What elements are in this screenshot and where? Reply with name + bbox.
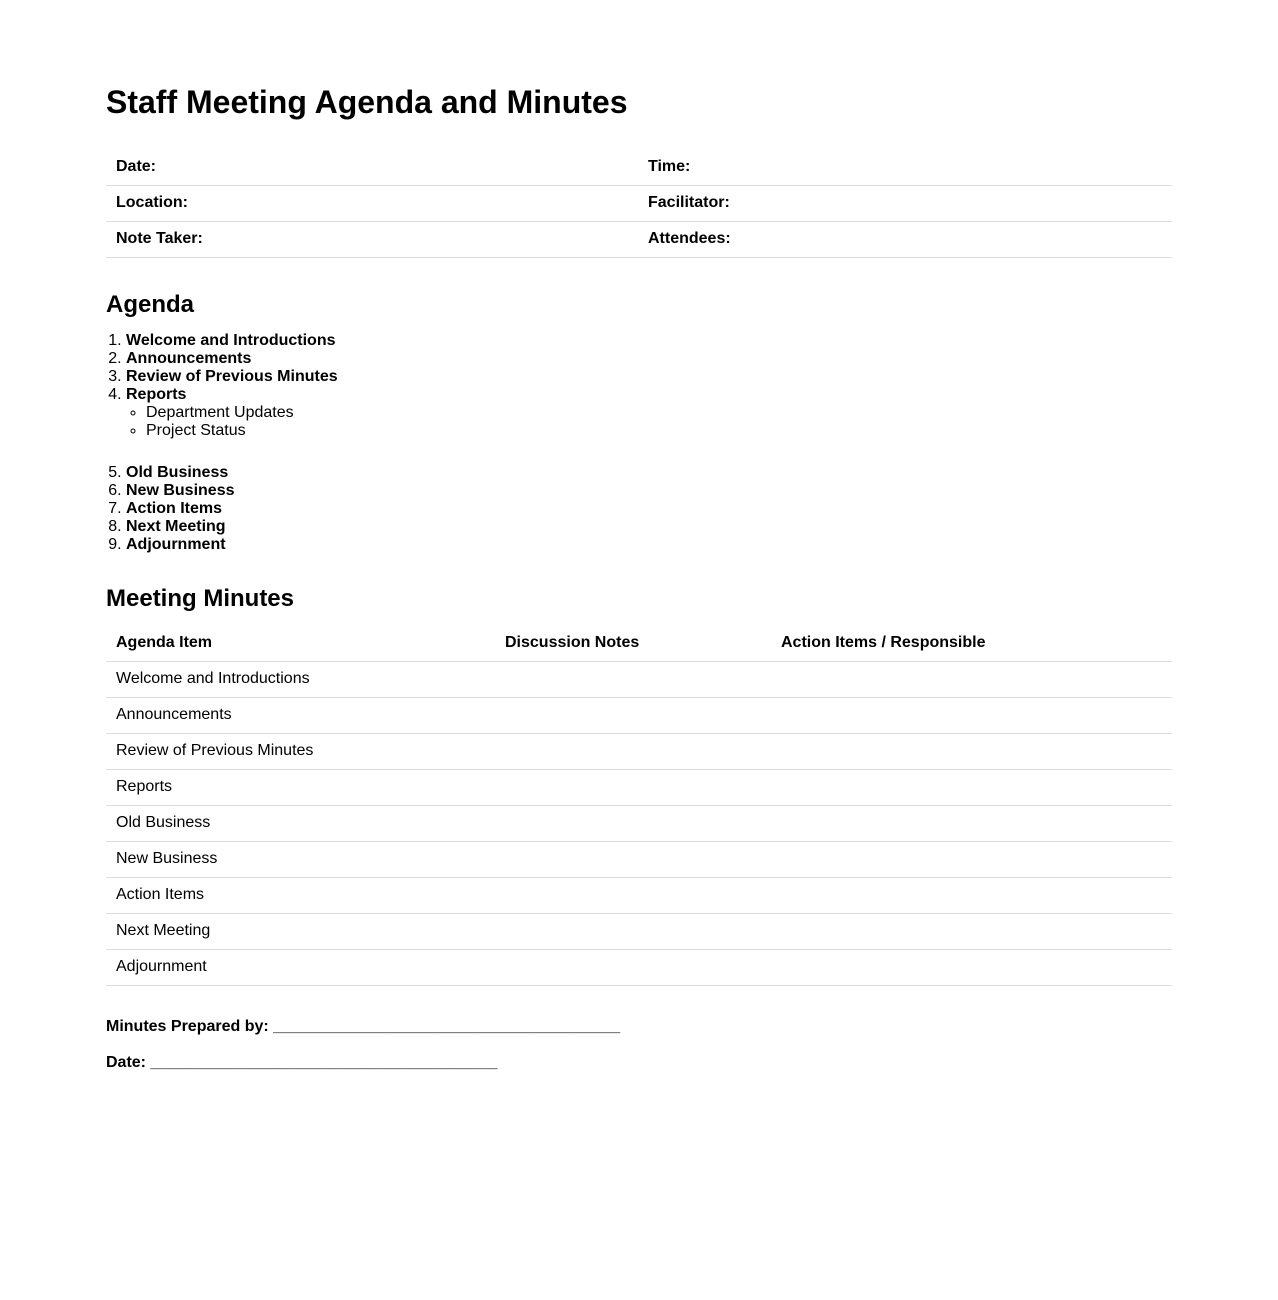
agenda-item: 7. Action Items [126, 500, 1172, 518]
agenda-item: 3. Review of Previous Minutes [126, 368, 1172, 386]
discussion-notes-cell[interactable] [495, 662, 771, 698]
agenda-item-cell: Next Meeting [106, 914, 495, 950]
discussion-notes-cell[interactable] [495, 734, 771, 770]
info-row [106, 150, 1172, 186]
time-field[interactable]: Time: [639, 150, 1172, 186]
table-row [106, 662, 1172, 698]
action-items-cell[interactable] [771, 914, 1172, 950]
action-items-cell[interactable] [771, 806, 1172, 842]
agenda-item-cell: Announcements [106, 698, 495, 734]
table-row [106, 698, 1172, 734]
agenda-item-cell: Welcome and Introductions [106, 662, 495, 698]
action-items-cell[interactable] [771, 950, 1172, 986]
agenda-item-cell: Action Items [106, 878, 495, 914]
agenda-item-cell: Adjournment [106, 950, 495, 986]
table-row [106, 842, 1172, 878]
signature-section [106, 1018, 1172, 1072]
agenda-item-cell: Reports [106, 770, 495, 806]
table-row [106, 770, 1172, 806]
date-field[interactable]: Date: [106, 150, 639, 186]
info-row [106, 186, 1172, 222]
agenda-subitem: ◦ Department Updates [146, 404, 1172, 422]
agenda-item: 4. Reports ◦ Department Updates ◦ Project Status [126, 386, 1172, 440]
agenda-item-cell: New Business [106, 842, 495, 878]
discussion-notes-cell[interactable] [495, 842, 771, 878]
action-items-cell[interactable] [771, 662, 1172, 698]
column-header-action-items: Action Items / Responsible [771, 626, 1172, 662]
discussion-notes-cell[interactable] [495, 914, 771, 950]
table-row [106, 878, 1172, 914]
action-items-cell[interactable] [771, 842, 1172, 878]
discussion-notes-cell[interactable] [495, 770, 771, 806]
agenda-list [106, 332, 1172, 554]
action-items-cell[interactable] [771, 734, 1172, 770]
note-taker-field[interactable]: Note Taker: [106, 222, 639, 258]
table-header-row [106, 626, 1172, 662]
action-items-cell[interactable] [771, 770, 1172, 806]
agenda-item: 8. Next Meeting [126, 518, 1172, 536]
agenda-item-cell: Review of Previous Minutes [106, 734, 495, 770]
discussion-notes-cell[interactable] [495, 806, 771, 842]
agenda-item: 6. New Business [126, 482, 1172, 500]
column-header-discussion-notes: Discussion Notes [495, 626, 771, 662]
page-title: Staff Meeting Agenda and Minutes [106, 84, 628, 120]
discussion-notes-cell[interactable] [495, 878, 771, 914]
column-header-agenda-item: Agenda Item [106, 626, 495, 662]
location-field[interactable]: Location: [106, 186, 639, 222]
minutes-heading: Meeting Minutes [106, 585, 295, 612]
agenda-item: 2. Announcements [126, 350, 1172, 368]
table-row [106, 734, 1172, 770]
table-row [106, 806, 1172, 842]
minutes-prepared-by-line[interactable]: Minutes Prepared by: _______________________________________ [106, 1018, 621, 1035]
table-row [106, 914, 1172, 950]
facilitator-field[interactable]: Facilitator: [639, 186, 1172, 222]
attendees-field[interactable]: Attendees: [639, 222, 1172, 258]
agenda-sublist [126, 404, 1172, 440]
discussion-notes-cell[interactable] [495, 698, 771, 734]
action-items-cell[interactable] [771, 878, 1172, 914]
action-items-cell[interactable] [771, 698, 1172, 734]
meeting-info-table [106, 150, 1172, 258]
agenda-item: 5. Old Business [126, 464, 1172, 482]
minutes-table [106, 626, 1172, 986]
agenda-item: 1. Welcome and Introductions [126, 332, 1172, 350]
signature-date-line[interactable]: Date: _______________________________________ [106, 1054, 498, 1071]
agenda-item: 9. Adjournment [126, 536, 1172, 554]
discussion-notes-cell[interactable] [495, 950, 771, 986]
agenda-item-cell: Old Business [106, 806, 495, 842]
agenda-subitem: ◦ Project Status [146, 422, 1172, 440]
table-row [106, 950, 1172, 986]
info-row [106, 222, 1172, 258]
agenda-heading: Agenda [106, 291, 195, 318]
